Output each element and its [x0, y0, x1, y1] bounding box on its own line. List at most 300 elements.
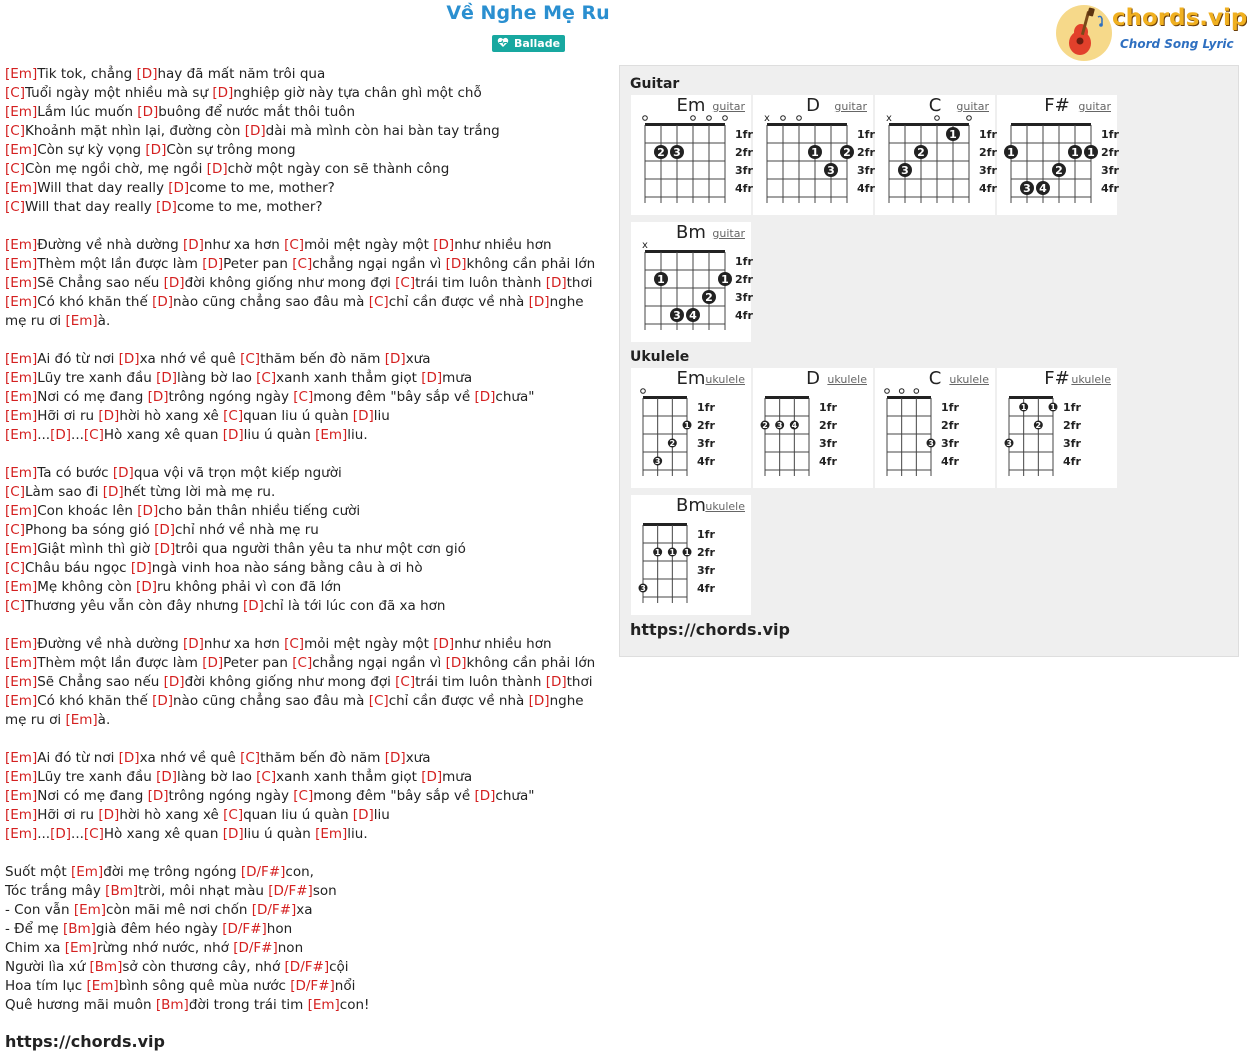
- lyric-line: [5, 996, 605, 1015]
- blank-line: [5, 616, 605, 635]
- lyric-line: [5, 977, 605, 996]
- chord-link[interactable]: [D]: [136, 579, 157, 595]
- chord-link[interactable]: [Em]: [5, 636, 38, 652]
- blank-line: [5, 844, 605, 863]
- chord-link[interactable]: [D]: [152, 294, 173, 310]
- lyric-text: à.: [97, 313, 111, 329]
- chord-link[interactable]: [D]: [154, 541, 176, 557]
- instrument-link[interactable]: guitar: [712, 100, 745, 113]
- lyric-text: Phong ba sóng gió: [24, 522, 155, 538]
- chord-link[interactable]: [D]: [147, 788, 169, 804]
- lyric-text: Mẹ không còn: [37, 579, 137, 595]
- lyric-line: [5, 939, 605, 958]
- lyric-text: Sẽ Chẳng sao nếu: [37, 275, 164, 291]
- lyric-line: [5, 635, 605, 654]
- chord-link[interactable]: [D]: [212, 85, 234, 101]
- lyric-line: [5, 426, 605, 445]
- chord-link[interactable]: [D/F#]: [268, 883, 313, 899]
- chord-link[interactable]: [C]: [5, 560, 25, 576]
- chord-link[interactable]: [C]: [223, 408, 244, 424]
- lyric-text: trái tim luôn thành: [415, 674, 546, 690]
- lyric-line: [5, 882, 605, 901]
- chord-name: D: [806, 95, 820, 116]
- lyric-text: trông ngóng ngày: [168, 389, 294, 405]
- lyric-text: chỉ nhớ về nhà mẹ ru: [175, 522, 319, 538]
- chord-link[interactable]: [D]: [136, 66, 158, 82]
- fret-number-label: 2fr: [735, 273, 753, 286]
- fret-number-label: 4fr: [1063, 455, 1081, 468]
- fret-number-label: 4fr: [697, 455, 715, 468]
- chord-link[interactable]: [C]: [5, 199, 25, 215]
- chord-link[interactable]: [Bm]: [105, 883, 139, 899]
- finger-number: 2: [657, 146, 665, 159]
- fret-number-label: 4fr: [857, 182, 875, 195]
- fret-number-label: 4fr: [1101, 182, 1119, 195]
- lyric-text: hay đã mất năm trôi qua: [157, 66, 326, 82]
- lyric-text: Lũy tre xanh đầu: [37, 370, 157, 386]
- lyric-text: ngà vinh hoa nào sáng bằng câu à ơi hò: [151, 560, 423, 576]
- chord-link[interactable]: [D]: [147, 389, 169, 405]
- chord-link[interactable]: [D]: [182, 237, 204, 253]
- lyric-text: Giật mình thì giờ: [37, 541, 155, 557]
- lyric-text: - Con vẫn: [5, 902, 74, 918]
- instrument-link[interactable]: guitar: [956, 100, 989, 113]
- open-string-marker: [885, 389, 890, 394]
- open-string-marker: [899, 389, 904, 394]
- heart-pulse-icon: [497, 37, 509, 51]
- chord-link[interactable]: [C]: [292, 655, 313, 671]
- lyric-text: thăm bến đò năm: [260, 750, 385, 766]
- finger-number: 1: [684, 548, 690, 557]
- chord-link[interactable]: [Em]: [5, 503, 38, 519]
- chord-link[interactable]: [C]: [293, 788, 314, 804]
- fret-number-label: 3fr: [979, 164, 997, 177]
- chord-link[interactable]: [D]: [182, 636, 204, 652]
- finger-number: 2: [762, 421, 768, 430]
- fret-number-label: 2fr: [857, 146, 875, 159]
- chord-link[interactable]: [Em]: [5, 826, 38, 842]
- chord-link[interactable]: [Em]: [86, 978, 119, 994]
- instrument-link[interactable]: ukulele: [827, 373, 867, 386]
- lyric-line: [5, 179, 605, 198]
- ukulele-chord-card[interactable]: [631, 368, 751, 488]
- fret-number-label: 1fr: [857, 128, 875, 141]
- finger-number: 4: [689, 309, 697, 322]
- chord-link[interactable]: [Em]: [5, 237, 38, 253]
- nut: [767, 123, 847, 126]
- open-string-marker: [641, 389, 646, 394]
- lyric-text: Tóc trắng mây: [5, 883, 106, 899]
- chord-link[interactable]: [D]: [474, 389, 496, 405]
- chord-link[interactable]: [Em]: [5, 541, 38, 557]
- lyric-text: liu ú quàn: [243, 826, 316, 842]
- chord-link[interactable]: [D]: [243, 598, 264, 614]
- fret-number-label: 3fr: [1101, 164, 1119, 177]
- chord-link[interactable]: [D]: [145, 142, 167, 158]
- fret-number-label: 2fr: [1063, 419, 1081, 432]
- lyric-text: Will that day really: [37, 180, 169, 196]
- lyric-text: mong đêm "bây sắp về: [313, 389, 475, 405]
- chord-link[interactable]: [Bm]: [89, 959, 123, 975]
- lyric-text: đời không giống như mong đợi: [184, 674, 396, 690]
- chord-link[interactable]: [Bm]: [155, 997, 189, 1013]
- lyric-text: chưa": [495, 788, 535, 804]
- chord-link[interactable]: [C]: [284, 237, 305, 253]
- instrument-link[interactable]: guitar: [1078, 100, 1111, 113]
- lyric-line: [5, 84, 605, 103]
- chord-link[interactable]: [Em]: [5, 674, 38, 690]
- lyric-text: dài mà mình còn hai bàn tay trắng: [265, 123, 500, 139]
- chord-link[interactable]: [D]: [545, 674, 567, 690]
- chord-link[interactable]: [Em]: [5, 104, 38, 120]
- ukulele-chord-card[interactable]: [997, 368, 1117, 488]
- lyric-line: [5, 654, 605, 673]
- chord-link[interactable]: [Em]: [5, 807, 38, 823]
- finger-number: 3: [640, 584, 646, 593]
- lyric-text: Ai đó từ nơi: [37, 750, 119, 766]
- chord-name: D: [806, 368, 820, 389]
- lyric-line: [5, 369, 605, 388]
- genre-label: Ballade: [513, 37, 561, 50]
- chord-link[interactable]: [Em]: [5, 408, 38, 424]
- chord-link[interactable]: [Em]: [5, 142, 38, 158]
- chord-link[interactable]: [D]: [137, 104, 159, 120]
- chord-link[interactable]: [C]: [368, 693, 389, 709]
- lyric-text: xanh xanh thẳm giọt: [276, 370, 422, 386]
- chord-link[interactable]: [D/F#]: [240, 864, 286, 880]
- lyric-line: [5, 483, 605, 502]
- lyric-text: - Để mẹ: [5, 921, 63, 937]
- genre-badge[interactable]: [492, 35, 565, 52]
- lyric-text: qua vội vã trọn một kiếp người: [133, 465, 342, 481]
- chord-link[interactable]: [D]: [163, 674, 185, 690]
- lyric-line: [5, 141, 605, 160]
- lyrics-body: [5, 65, 605, 1015]
- chord-link[interactable]: [D]: [384, 750, 406, 766]
- lyric-text: như nhiều hơn: [454, 237, 552, 253]
- lyric-text: chờ một ngày con sẽ thành công: [227, 161, 450, 177]
- lyric-text: Lũy tre xanh đầu: [37, 769, 157, 785]
- lyric-text: come to me, mother?: [176, 199, 323, 215]
- chord-link[interactable]: [D]: [118, 351, 140, 367]
- open-string-marker: [935, 116, 940, 121]
- chord-link[interactable]: [D]: [163, 275, 185, 291]
- lyric-text: Còn sự kỳ vọng: [37, 142, 146, 158]
- chord-link[interactable]: [D]: [445, 256, 467, 272]
- lyric-text: come to me, mother?: [189, 180, 335, 196]
- instrument-link[interactable]: ukulele: [1071, 373, 1111, 386]
- chord-link[interactable]: [D]: [352, 807, 374, 823]
- ukulele-chord-card[interactable]: [631, 495, 751, 615]
- lyric-text: mong đêm "bây sắp về: [313, 788, 475, 804]
- panel-url[interactable]: https://chords.vip: [630, 620, 790, 639]
- lyric-line: [5, 673, 605, 692]
- chord-link[interactable]: [Em]: [5, 256, 38, 272]
- chord-link[interactable]: [D]: [222, 427, 244, 443]
- chord-link[interactable]: [C]: [256, 769, 277, 785]
- lyric-line: [5, 825, 605, 844]
- lyric-text: xanh xanh thẳm giọt: [276, 769, 422, 785]
- lyric-text: chẳng ngại ngần vì: [312, 655, 446, 671]
- chord-link[interactable]: [Em]: [307, 997, 340, 1013]
- lyric-line: [5, 559, 605, 578]
- lyric-text: làng bờ lao: [177, 769, 257, 785]
- fret-number-label: 3fr: [735, 291, 753, 304]
- chord-name: Bm: [676, 495, 706, 516]
- lyric-text: Nơi có mẹ đang: [37, 389, 148, 405]
- nut: [765, 396, 809, 399]
- nut: [889, 123, 969, 126]
- lyric-text: đời mẹ trông ngóng: [103, 864, 241, 880]
- fret-number-label: 2fr: [819, 419, 837, 432]
- lyric-text: sở còn thương cây, nhớ: [122, 959, 285, 975]
- guitar-chord-card[interactable]: [631, 95, 751, 215]
- nut: [643, 523, 687, 526]
- chord-link[interactable]: [D]: [152, 693, 173, 709]
- chord-link[interactable]: [Em]: [70, 864, 104, 880]
- lyric-text: liu: [373, 807, 390, 823]
- guitar-section-label: Guitar: [630, 76, 680, 92]
- chord-link[interactable]: [C]: [223, 807, 244, 823]
- chord-link[interactable]: [D]: [50, 826, 72, 842]
- guitar-chord-card[interactable]: [631, 222, 751, 342]
- fret-number-label: 2fr: [697, 546, 715, 559]
- chord-link[interactable]: [D]: [156, 370, 178, 386]
- lyric-line: [5, 806, 605, 825]
- lyric-text: bình sông quê mùa nước: [118, 978, 291, 994]
- guitar-chord-card[interactable]: [753, 95, 873, 215]
- finger-number: 1: [1071, 146, 1079, 159]
- lyric-text: Đường về nhà dường: [37, 237, 183, 253]
- fret-number-label: 1fr: [735, 128, 753, 141]
- lyric-text: liu ú quàn: [243, 427, 316, 443]
- lyric-line: [5, 787, 605, 806]
- finger-number: 2: [1035, 421, 1042, 430]
- chord-link[interactable]: [D]: [421, 769, 443, 785]
- chord-link[interactable]: [C]: [5, 598, 25, 614]
- chord-link[interactable]: [C]: [83, 427, 104, 443]
- instrument-link[interactable]: ukulele: [705, 500, 745, 513]
- chord-link[interactable]: [Em]: [5, 275, 38, 291]
- lyric-text: liu: [373, 408, 390, 424]
- finger-number: 1: [654, 548, 661, 557]
- lyric-text: mưa: [442, 769, 473, 785]
- muted-string-marker: x: [886, 113, 892, 124]
- chord-link[interactable]: [D]: [154, 522, 175, 538]
- chord-link[interactable]: [Em]: [5, 66, 38, 82]
- chord-link[interactable]: [Em]: [5, 294, 38, 310]
- chord-link[interactable]: [D]: [156, 199, 177, 215]
- guitar-chord-card[interactable]: [875, 95, 995, 215]
- ukulele-section-label: Ukulele: [630, 349, 690, 365]
- lyric-text: đời trong trái tim: [188, 997, 308, 1013]
- chord-link[interactable]: [Em]: [5, 693, 38, 709]
- lyric-text: ...: [37, 826, 51, 842]
- lyric-text: Đường về nhà dường: [37, 636, 183, 652]
- ukulele-chord-card[interactable]: [753, 368, 873, 488]
- chord-link[interactable]: [Em]: [315, 427, 348, 443]
- muted-string-marker: x: [642, 240, 648, 251]
- chord-link[interactable]: [D]: [130, 560, 152, 576]
- chord-link[interactable]: [D]: [202, 655, 224, 671]
- lyric-text: già đêm héo ngày: [95, 921, 223, 937]
- lyric-text: xa nhớ về quê: [139, 750, 241, 766]
- lyric-text: xa nhớ về quê: [139, 351, 241, 367]
- lyric-text: Suốt một: [5, 864, 71, 880]
- chord-link[interactable]: [Em]: [5, 579, 38, 595]
- chord-link[interactable]: [Em]: [5, 465, 38, 481]
- blank-line: [5, 730, 605, 749]
- instrument-link[interactable]: guitar: [712, 227, 745, 240]
- chord-link[interactable]: [D]: [433, 636, 455, 652]
- finger-number: 3: [1023, 182, 1031, 195]
- lyric-line: [5, 103, 605, 122]
- chord-link[interactable]: [C]: [395, 674, 416, 690]
- logo-brand[interactable]: chords.vip: [1112, 5, 1247, 31]
- chord-link[interactable]: [D]: [421, 370, 443, 386]
- lyric-line: [5, 293, 605, 331]
- finger-number: 1: [669, 548, 676, 557]
- chord-link[interactable]: [C]: [240, 750, 261, 766]
- chord-link[interactable]: [C]: [83, 826, 104, 842]
- lyric-line: [5, 749, 605, 768]
- chord-link[interactable]: [Em]: [5, 655, 38, 671]
- lyric-text: mưa: [442, 370, 473, 386]
- fret-number-label: 1fr: [819, 401, 837, 414]
- footer-url[interactable]: https://chords.vip: [5, 1032, 165, 1051]
- chord-link[interactable]: [Em]: [5, 351, 38, 367]
- finger-number: 2: [917, 146, 925, 159]
- chord-link[interactable]: [D/F#]: [251, 902, 297, 918]
- chord-link[interactable]: [D]: [102, 484, 124, 500]
- chord-link[interactable]: [D]: [433, 237, 455, 253]
- open-string-marker: [691, 116, 696, 121]
- chord-link[interactable]: [D]: [474, 788, 496, 804]
- chord-link[interactable]: [D]: [352, 408, 374, 424]
- lyric-text: trôi qua người thân yêu ta như một cơn gió: [175, 541, 466, 557]
- chord-link[interactable]: [C]: [5, 85, 25, 101]
- chord-name: C: [928, 95, 942, 116]
- lyric-text: Có khó khăn thế: [37, 294, 153, 310]
- chord-link[interactable]: [Em]: [5, 180, 38, 196]
- chord-name: Em: [676, 95, 706, 116]
- lyric-text: Thèm một lần được làm: [37, 655, 203, 671]
- instrument-link[interactable]: ukulele: [705, 373, 745, 386]
- lyric-text: con,: [285, 864, 314, 880]
- chord-link[interactable]: [Bm]: [62, 921, 96, 937]
- chord-link[interactable]: [C]: [293, 389, 314, 405]
- lyric-text: Will that day really: [24, 199, 157, 215]
- chord-link[interactable]: [Em]: [5, 769, 38, 785]
- chord-link[interactable]: [D]: [528, 294, 550, 310]
- chord-link[interactable]: [Em]: [5, 370, 38, 386]
- chord-link[interactable]: [C]: [292, 256, 313, 272]
- chord-link[interactable]: [Em]: [5, 788, 38, 804]
- chord-name: F#: [1044, 95, 1070, 116]
- chord-link[interactable]: [D]: [98, 408, 120, 424]
- chord-link[interactable]: [D]: [222, 826, 244, 842]
- nut: [1009, 396, 1053, 399]
- chord-link[interactable]: [C]: [368, 294, 389, 310]
- lyric-text: cho bản thân nhiều tiếng cười: [158, 503, 361, 519]
- chord-link[interactable]: [Em]: [65, 313, 98, 329]
- chord-link[interactable]: [D]: [137, 503, 159, 519]
- chord-link[interactable]: [Em]: [5, 427, 38, 443]
- lyric-text: trông ngóng ngày: [168, 788, 294, 804]
- chord-link[interactable]: [D/F#]: [284, 959, 330, 975]
- chord-link[interactable]: [D/F#]: [233, 940, 278, 956]
- chord-link[interactable]: [D]: [50, 427, 72, 443]
- chord-link[interactable]: [Em]: [5, 750, 38, 766]
- guitar-chord-card[interactable]: [997, 95, 1117, 215]
- open-string-marker: [643, 116, 648, 121]
- chord-link[interactable]: [Em]: [64, 940, 97, 956]
- chord-link[interactable]: [D]: [156, 769, 178, 785]
- chord-link[interactable]: [Em]: [315, 826, 348, 842]
- lyric-text: nào cũng chẳng sao đâu mà: [173, 693, 369, 709]
- chord-link[interactable]: [Em]: [65, 712, 98, 728]
- chord-link[interactable]: [D]: [545, 275, 567, 291]
- lyric-text: Tik tok, chẳng: [37, 66, 137, 82]
- chord-link[interactable]: [C]: [395, 275, 416, 291]
- chord-link[interactable]: [D]: [98, 807, 120, 823]
- lyric-text: Hỡi ơi ru: [37, 807, 99, 823]
- chord-link[interactable]: [C]: [5, 484, 25, 500]
- chord-link[interactable]: [D]: [168, 180, 190, 196]
- lyric-text: trái tim luôn thành: [415, 275, 546, 291]
- fret-number-label: 3fr: [735, 164, 753, 177]
- finger-number: 3: [673, 309, 681, 322]
- lyric-text: ...: [37, 427, 51, 443]
- finger-number: 3: [776, 421, 783, 430]
- chord-link[interactable]: [D]: [206, 161, 228, 177]
- chord-name: Em: [676, 368, 706, 389]
- chord-link[interactable]: [D/F#]: [290, 978, 335, 994]
- chord-link[interactable]: [C]: [5, 161, 25, 177]
- chord-link[interactable]: [D]: [244, 123, 266, 139]
- chord-link[interactable]: [D]: [384, 351, 406, 367]
- chord-link[interactable]: [D]: [445, 655, 467, 671]
- chord-link[interactable]: [C]: [5, 123, 25, 139]
- lyric-text: Peter pan: [223, 256, 293, 272]
- chord-link[interactable]: [Em]: [73, 902, 107, 918]
- chord-link[interactable]: [D]: [118, 750, 140, 766]
- chord-name: C: [928, 368, 942, 389]
- chord-link[interactable]: [C]: [284, 636, 305, 652]
- ukulele-chord-card[interactable]: [875, 368, 995, 488]
- lyric-line: [5, 274, 605, 293]
- lyric-text: xa: [296, 902, 313, 918]
- lyric-text: xưa: [405, 351, 431, 367]
- fret-number-label: 3fr: [697, 564, 715, 577]
- instrument-link[interactable]: guitar: [834, 100, 867, 113]
- lyric-line: [5, 901, 605, 920]
- chord-link[interactable]: [Em]: [5, 389, 38, 405]
- instrument-link[interactable]: ukulele: [949, 373, 989, 386]
- chord-link[interactable]: [C]: [240, 351, 261, 367]
- chord-link[interactable]: [D/F#]: [222, 921, 267, 937]
- chord-link[interactable]: [D]: [528, 693, 550, 709]
- chord-link[interactable]: [D]: [112, 465, 134, 481]
- fret-number-label: 1fr: [697, 401, 715, 414]
- chord-link[interactable]: [C]: [256, 370, 277, 386]
- chord-link[interactable]: [D]: [202, 256, 224, 272]
- lyric-line: [5, 958, 605, 977]
- lyric-text: chỉ cần được về nhà: [388, 693, 529, 709]
- chord-link[interactable]: [C]: [5, 522, 25, 538]
- finger-number: 1: [1020, 403, 1027, 412]
- lyric-text: son: [312, 883, 337, 899]
